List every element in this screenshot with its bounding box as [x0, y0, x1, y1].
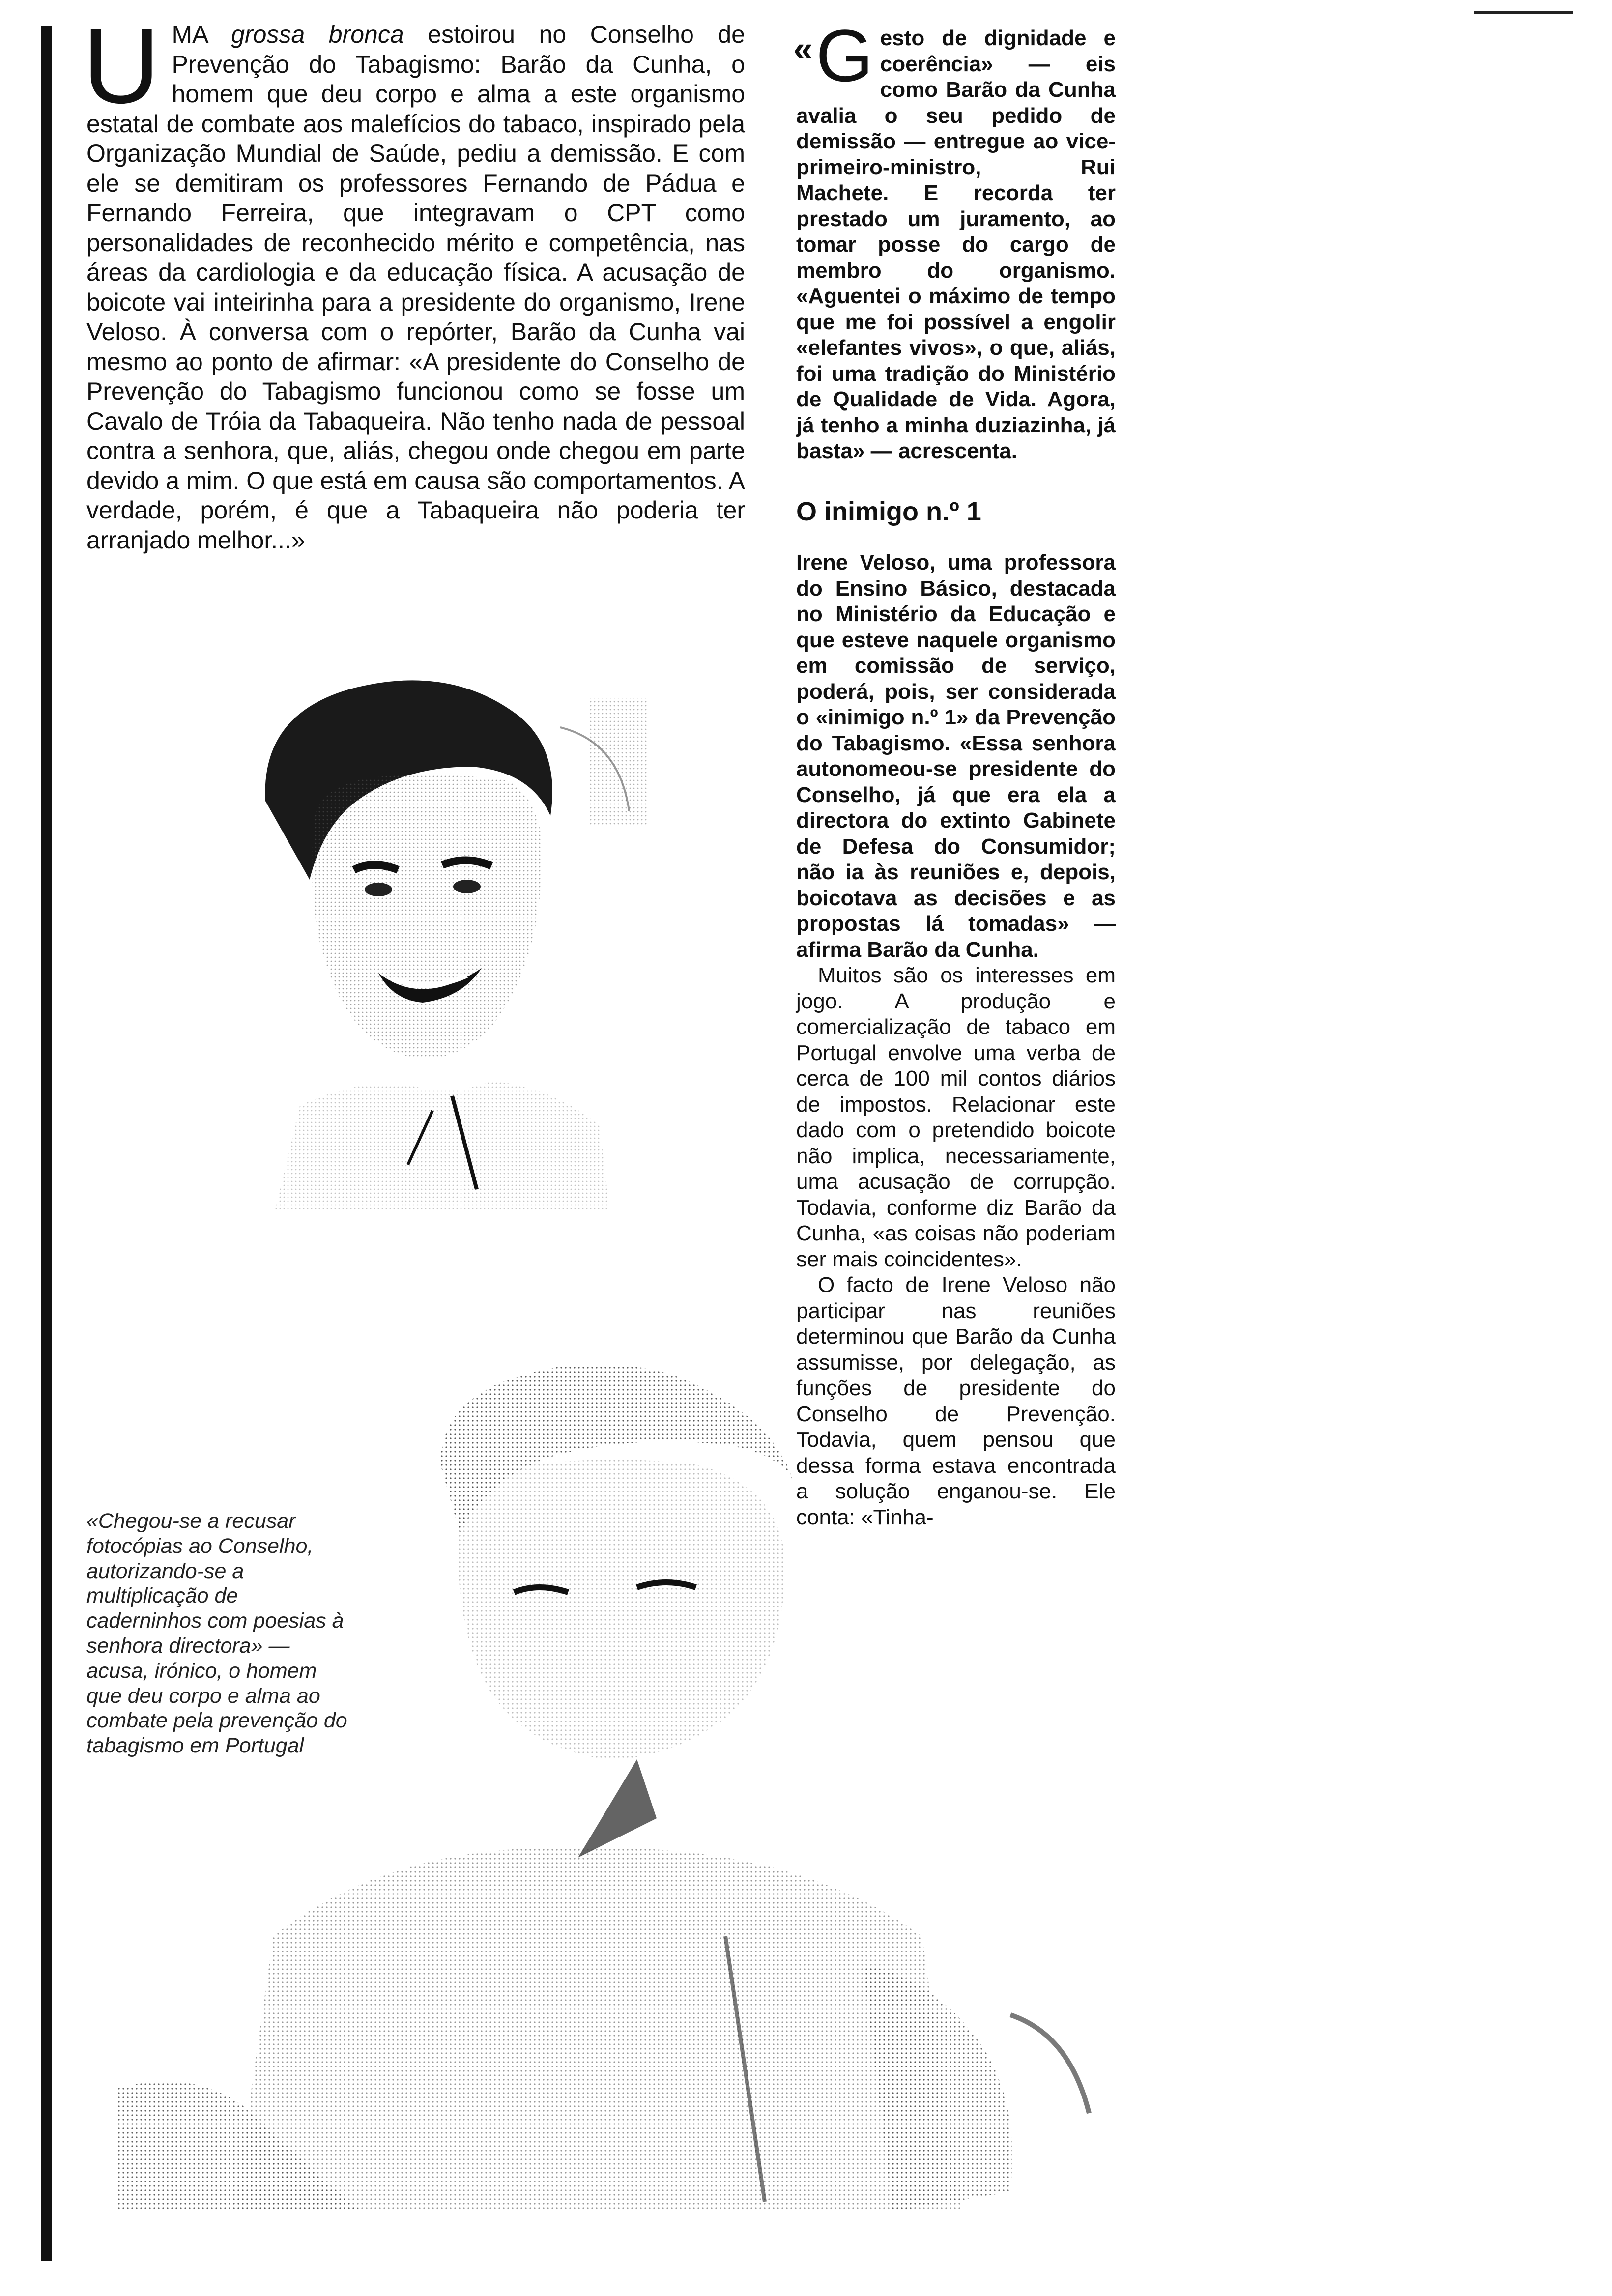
- right-column: [793, 14, 1116, 1530]
- lead-intro-italic: grossa bronca: [231, 21, 404, 48]
- subheading: O inimigo n.º 1: [796, 496, 981, 526]
- lead-body: estoirou no Conselho de Prevenção do Tabagismo: Barão da Cunha, o homem que deu corpo e alma a este organismo estatal de combate aos malefícios do tabaco, inspirado pela Organização Mundial de Saúde, pediu a demissão. E com ele se demitiram os professores Fernando de Pádua e Fernando Ferreira, que integravam o CPT como personalidades de reconhecido mérito e competência, nas áreas da cardiologia e da educação física. A acusação de boicote vai inteirinha para a presidente do organismo, Irene Veloso. À conversa com o repórter, Barão da Cunha vai mesmo ao ponto de afirmar: «A presidente do Conselho de Prevenção do Tabagismo funcionou como se fosse um Cavalo de Tróia da Tabaqueira. Não tenho nada de pessoal contra a senhora, que, aliás, chegou onde chegou em parte devido a mim. O que está em causa são comportamentos. A verdade, porém, é que a Tabaqueira não poderia ter arranjado melhor...»: [86, 21, 745, 554]
- right-paragraph-3: Muitos são os interesses em jogo. A produção e comercialização de tabaco em Portugal envolve uma verba de cerca de 100 mil contos diários de impostos. Relacionar este dado com o pretendido boicote não implica, necessariamente, uma acusação de corrupção. Todavia, conforme diz Barão da Cunha, «as coisas não poderiam ser mais coincidentes».: [796, 963, 1116, 1271]
- right-paragraph-4: O facto de Irene Veloso não participar nas reuniões determinou que Barão da Cunha assumisse, por delegação, as funções de presidente do Conselho de Prevenção. Todavia, quem pensou que dessa forma estava encontrada a solução enganou-se. Ele conta: «Tinha-: [796, 1273, 1116, 1529]
- portrait-photo-top: [177, 654, 796, 1307]
- left-column-rule: [41, 26, 52, 2261]
- lead-paragraph: [83, 6, 745, 555]
- right-paragraph-2: Irene Veloso, uma professora do Ensino Básico, destacada no Ministério da Educação e que esteve naquele organismo em comissão de serviço, poderá, pois, ser considerada o «inimigo n.º 1» da Prevenção do Tabagismo. «Essa senhora autonomeou-se presidente do Conselho, já que era ela a directora do extinto Gabinete de Defesa do Consumidor; não ia às reuniões e, depois, boicotava as decisões e as propostas lá tomadas» — afirma Barão da Cunha.: [796, 550, 1116, 962]
- right-paragraph-1: [793, 14, 1116, 464]
- corner-mark: [1474, 11, 1573, 14]
- drop-cap: U: [83, 6, 160, 126]
- right-p1-text: esto de dignidade e coerência» — eis como Barão da Cunha avalia o seu pedido de demissão — entregue ao vice-primeiro-ministro, Rui Machete. E recorda ter prestado um juramento, ao tomar posse do cargo de membro do organismo. «Aguentei o máximo de tempo que me foi possível a engolir «elefantes vivos», o que, aliás, foi uma tradição do Ministério de Qualidade de Vida. Agora, já tenho a minha duziazinha, já basta» — acrescenta.: [796, 26, 1116, 463]
- drop-cap-g: G: [816, 14, 873, 97]
- opening-quote-mark: «: [793, 29, 813, 69]
- photo-caption: «Chegou-se a recusar fotocópias ao Conselho, autorizando-se a multiplicação de caderninhos com poesias à senhora directora» — acusa, irónico, o homem que deu corpo e alma ao combate pela prevenção do tabagismo em Portugal: [86, 1509, 347, 1758]
- lead-intro-upper: MA: [172, 21, 231, 48]
